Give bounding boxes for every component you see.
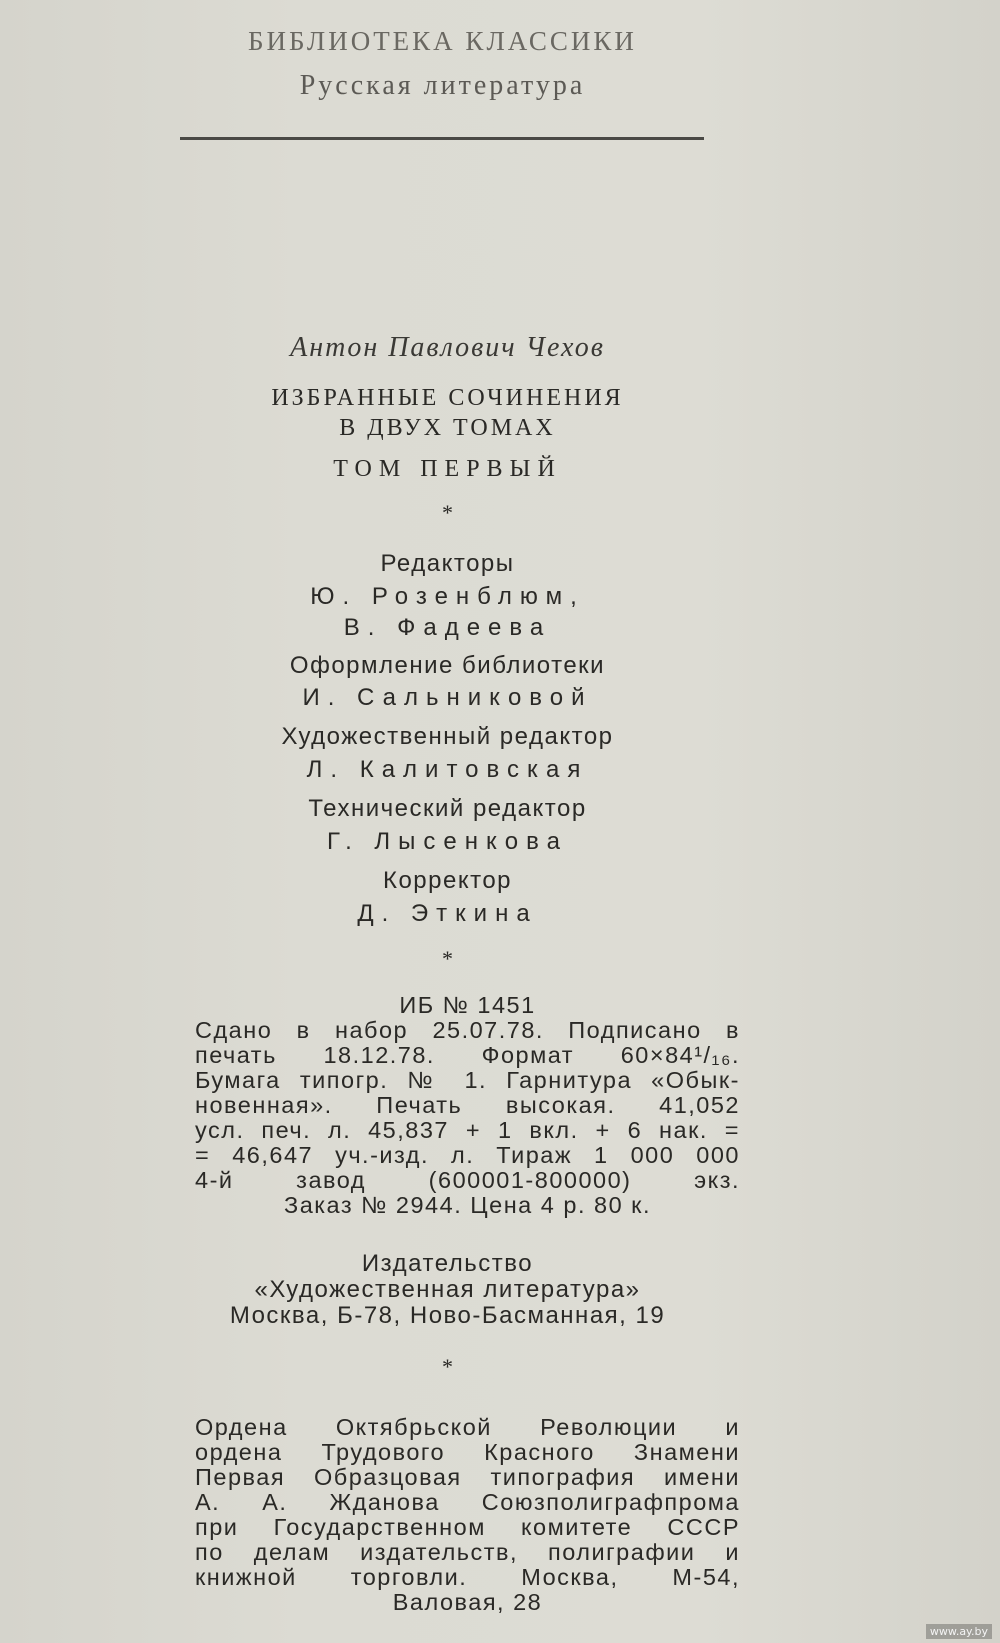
credit-role-tech-editor: Технический редактор (308, 795, 587, 822)
imprint-line: = 46,647 уч.-изд. л. Тираж 1 000 000 (195, 1142, 740, 1168)
imprint-line: Бумага типогр. № 1. Гарнитура «Обык- (195, 1067, 740, 1093)
book-title-line-1: ИЗБРАННЫЕ СОЧИНЕНИЯ (271, 385, 624, 411)
author-name: Антон Павлович Чехов (290, 332, 605, 363)
imprint-block (195, 993, 740, 1218)
printer-line: книжной торговли. Москва, М-54, (195, 1564, 740, 1590)
credit-name-proofreader: Д. Эткина (357, 900, 538, 927)
publisher-name: «Художественная литература» (254, 1276, 641, 1303)
credit-name-tech-editor: Г. Лысенкова (327, 828, 568, 855)
credit-role-art-editor: Художественный редактор (281, 723, 614, 750)
volume-label: ТОМ ПЕРВЫЙ (333, 456, 562, 482)
book-title-line-2: В ДВУХ ТОМАХ (339, 415, 556, 441)
header-rule (180, 137, 704, 140)
imprint-line: усл. печ. л. 45,837 + 1 вкл. + 6 нак. = (195, 1117, 740, 1143)
printer-block (195, 1415, 740, 1615)
printer-line: Первая Образцовая типография имени (195, 1464, 740, 1490)
imprint-line: 4-й завод (600001-800000) экз. (195, 1167, 740, 1193)
series-title: БИБЛИОТЕКА КЛАССИКИ (248, 26, 637, 56)
printer-line: Валовая, 28 (392, 1589, 543, 1615)
credit-name-editor-2: В. Фадеева (343, 614, 552, 641)
imprint-line: Сдано в набор 25.07.78. Подписано в (195, 1017, 740, 1043)
imprint-line: печать 18.12.78. Формат 60×84¹/₁₆. (195, 1042, 740, 1068)
credit-role-design: Оформление библиотеки (289, 652, 606, 679)
imprint-line: новенная». Печать высокая. 41,052 (195, 1092, 740, 1118)
separator-star: * (442, 946, 453, 971)
separator-star: * (442, 1354, 453, 1379)
imprint-line: Заказ № 2944. Цена 4 р. 80 к. (284, 1192, 651, 1218)
credit-role-editors: Редакторы (380, 550, 515, 577)
printer-line: Ордена Октябрьской Революции и (195, 1414, 740, 1440)
printer-line: по делам издательств, полиграфии и (195, 1539, 740, 1565)
printer-line: при Государственном комитете СССР (195, 1514, 740, 1540)
credit-role-proofreader: Корректор (382, 867, 513, 894)
credit-name-art-editor: Л. Калитовская (306, 756, 589, 783)
publisher-address: Москва, Б-78, Ново-Басманная, 19 (229, 1302, 666, 1329)
printer-line: ордена Трудового Красного Знамени (195, 1439, 740, 1465)
credit-name-designer: И. Сальниковой (302, 684, 593, 711)
separator-star: * (442, 500, 453, 525)
credit-name-editor-1: Ю. Розенблюм, (310, 583, 585, 610)
printer-line: А. А. Жданова Союзполиграфпрома (195, 1489, 740, 1515)
series-subtitle: Русская литература (299, 70, 586, 101)
imprint-line: ИБ № 1451 (399, 992, 536, 1018)
site-watermark: www.ay.by (926, 1624, 992, 1639)
publisher-label: Издательство (361, 1250, 534, 1277)
